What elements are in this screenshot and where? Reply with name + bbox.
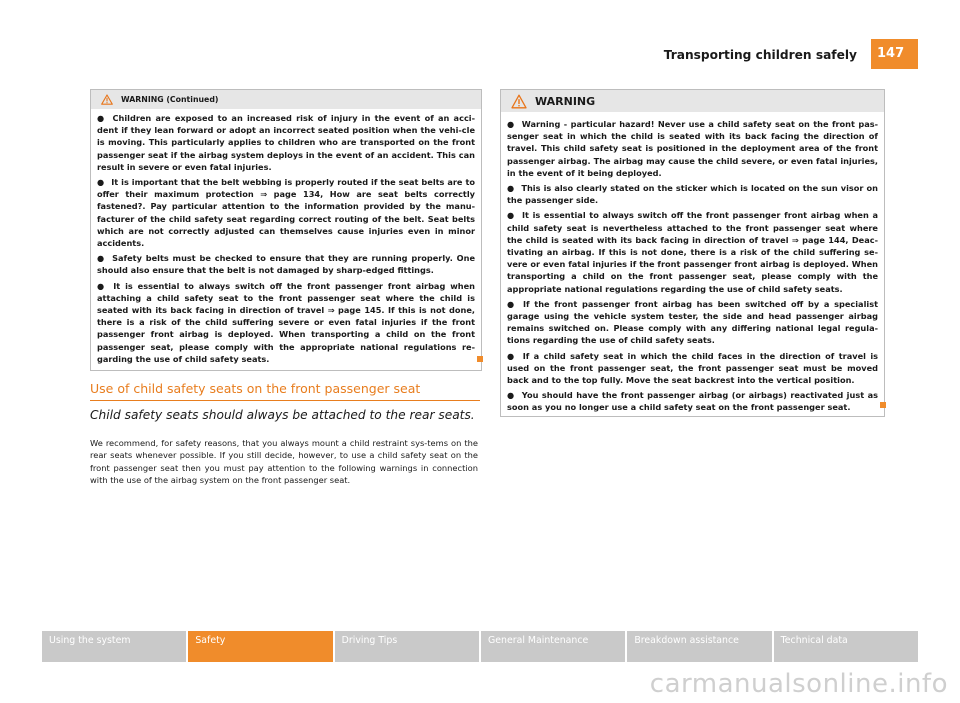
warning-box xyxy=(500,89,885,417)
nav-tab-using-the-system[interactable]: Using the system xyxy=(42,631,186,662)
warning-triangle-icon xyxy=(511,94,527,109)
bullet: ● xyxy=(97,177,105,188)
nav-tab-breakdown-assistance[interactable]: Breakdown assistance xyxy=(627,631,771,662)
warning-paragraph xyxy=(507,118,878,179)
bullet: ● xyxy=(507,350,516,361)
bullet: ● xyxy=(97,280,107,291)
bullet: ● xyxy=(507,298,516,309)
warning-triangle-icon xyxy=(101,94,113,105)
bullet: ● xyxy=(507,119,515,129)
nav-tab-safety[interactable]: Safety xyxy=(188,631,332,662)
bullet: ● xyxy=(507,183,515,194)
bullet: ● xyxy=(97,253,106,264)
bullet: ● xyxy=(97,113,106,123)
warning-paragraph xyxy=(507,209,878,294)
warning-content xyxy=(91,109,481,372)
warning-text: It is essential to always switch off the front passenger front airbag when attaching a child safety seat to the front passenger seat where the child is seated with its back facing in direction of travel ⇒ page 145. If this is not done, there is a risk of the child suffering severe or even fatal injuries if the front passenger front airbag is deployed. When transporting a child on the front passenger seat, please comply with the appropriate national regulations re-garding the use of child safety seats. xyxy=(97,280,475,364)
warning-text: Children are exposed to an increased risk of injury in the event of an acci-dent if they lean forward or adopt an incorrect seated position when the vehi-cle is moving. This particularly applies to children who are transported on the front passenger seat if the airbag system deploys in the event of an accident. This can result in severe or even fatal injuries. xyxy=(97,113,475,172)
page-header-title: Transporting children safely xyxy=(663,48,857,62)
section-end-marker xyxy=(880,402,886,408)
section-end-marker xyxy=(477,356,483,362)
warning-content xyxy=(501,112,884,421)
warning-text: You should have the front passenger airbag (or airbags) reactivated just as soon as you no longer use a child safety seat on the front passenger seat. xyxy=(507,390,878,413)
warning-paragraph xyxy=(507,350,878,387)
nav-tab-driving-tips[interactable]: Driving Tips xyxy=(335,631,479,662)
warning-paragraph xyxy=(97,176,475,249)
warning-header xyxy=(91,90,481,109)
warning-paragraph xyxy=(97,112,475,173)
warning-paragraph xyxy=(97,280,475,365)
nav-tab-general-maintenance[interactable]: General Maintenance xyxy=(481,631,625,662)
chapter-nav xyxy=(42,631,918,662)
warning-paragraph xyxy=(507,298,878,347)
warning-text: Safety belts must be checked to ensure that they are running properly. One should also ensure that the belt is not damaged by sharp-edged fittings. xyxy=(97,253,475,276)
warning-title: WARNING xyxy=(535,94,596,108)
bullet: ● xyxy=(507,210,515,221)
nav-tab-technical-data[interactable]: Technical data xyxy=(774,631,918,662)
section-body: We recommend, for safety reasons, that you always mount a child restraint sys-tems on the rear seats whenever possible. If you still decide, however, to use a child safety seat on the front passenger seat then you must pay attention to the following warnings in connection with the use of the airbag system on the front passenger seat. xyxy=(90,438,478,485)
section-title: Use of child safety seats on the front passenger seat xyxy=(90,381,480,401)
warning-text: This is also clearly stated on the sticker which is located on the sun visor on the passenger side. xyxy=(507,183,878,206)
warning-text: It is important that the belt webbing is properly routed if the seat belts are to offer their maximum protection ⇒ page 134, How are seat belts correctly fastened?. Pay particular attention to the information provided by the manu-facturer of the child safety seat regarding correct routing of the belt. Seat belts which are not correctly adjusted can themselves cause injuries even in minor accidents. xyxy=(97,177,475,249)
warning-text: If a child safety seat in which the child faces in the direction of travel is used on the front passenger seat, the front passenger seat must be moved back and to the top fully. Move the seat backrest into the vertical position. xyxy=(507,350,878,386)
bullet: ● xyxy=(507,390,515,401)
section-subtitle: Child safety seats should always be attached to the rear seats. xyxy=(90,408,475,422)
warning-title: WARNING (Continued) xyxy=(121,95,219,104)
warning-text: Warning - particular hazard! Never use a child safety seat on the front pas-senger seat in which the child is seated with its back facing the direction of travel. This child safety seat is positioned in the deployment area of the front passenger airbag. The airbag may cause the child severe, or even fatal injuries, in the event of it being deployed. xyxy=(507,119,878,178)
warning-text: It is essential to always switch off the front passenger front airbag when a child safety seat is nevertheless attached to the front passenger seat where the child is seated with its back facing in direction of travel ⇒ page 144, Deac-tivating an airbag. If this is not done, there is a risk of the child suffering se-vere or even fatal injuries if the front passenger front airbag is deployed. When transporting a child on the front passenger seat, please comply with the appropriate national regulations regarding the use of child safety seats. xyxy=(507,210,878,294)
watermark: carmanualsonline.info xyxy=(649,669,948,699)
warning-paragraph xyxy=(507,389,878,413)
warning-text: If the front passenger front airbag has been switched off by a specialist garage using the vehicle system tester, the side and head passenger airbag remains switched on. Please comply with any differing national legal regula-tions regarding the use of child safety seats. xyxy=(507,298,878,346)
warning-box-continued xyxy=(90,89,482,371)
warning-paragraph xyxy=(507,182,878,206)
page-number: 147 xyxy=(871,39,918,69)
warning-header xyxy=(501,90,884,112)
warning-paragraph xyxy=(97,252,475,276)
